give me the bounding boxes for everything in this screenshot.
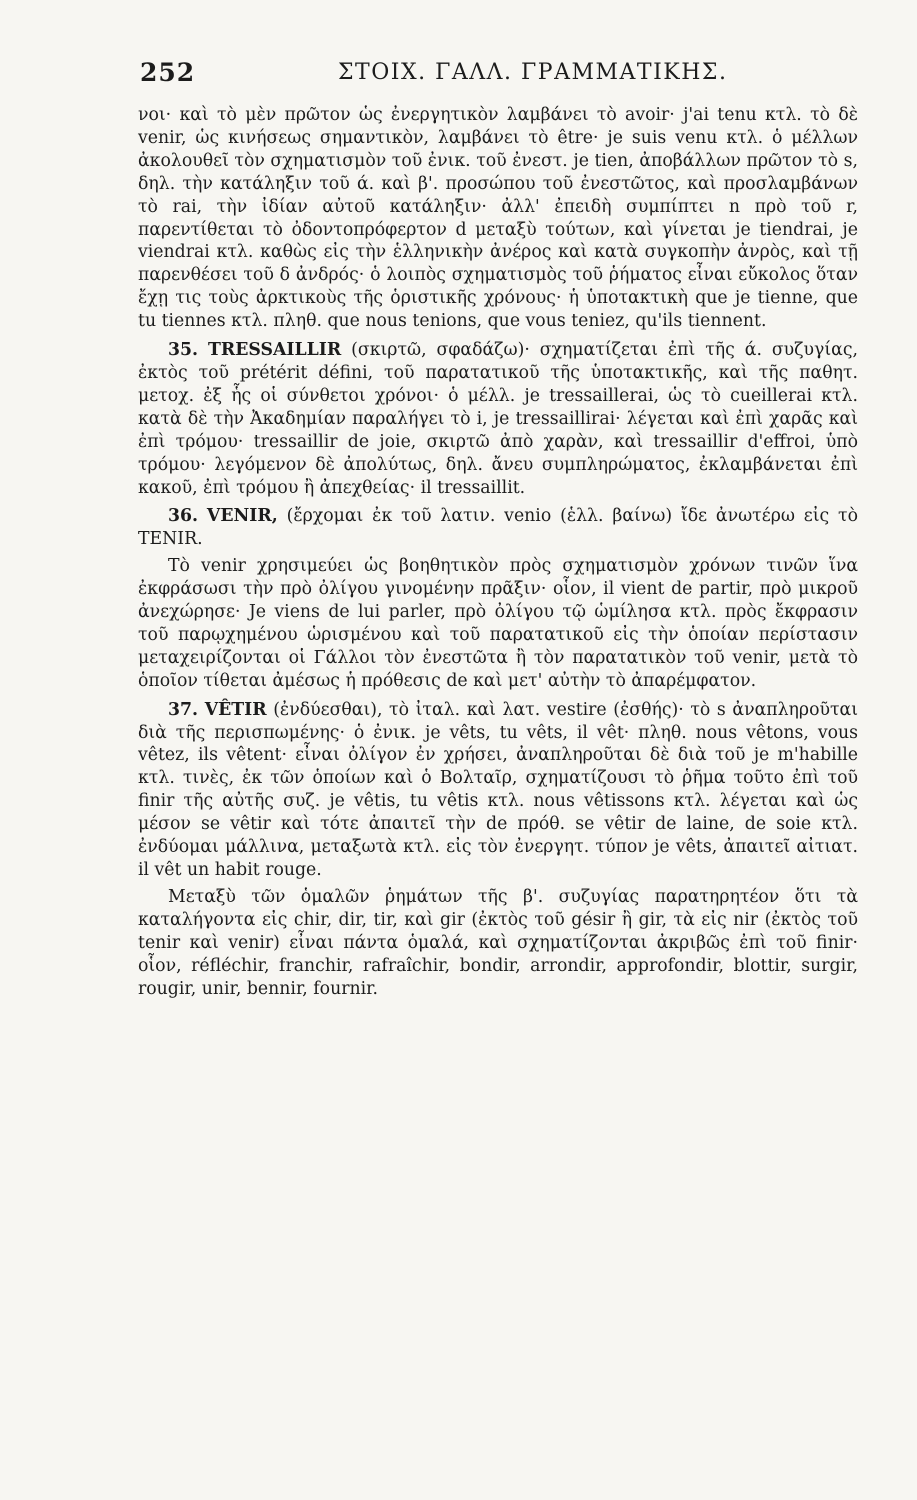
section-36-text: (ἔρχομαι ἐκ τοῦ λατιν. venio (ἑλλ. βαίνω) ἴδε ἀνωτέρω εἰς τὸ TENIR. <box>138 506 858 550</box>
section-37 <box>138 699 858 882</box>
section-37-text: (ἐνδύεσθαι), τὸ ἰταλ. καὶ λατ. vestire (ἐσθής)· τὸ s ἀναπληροῦται διὰ τῆς περισπωμένης· ὁ ἐνικ. je vêts, tu vêts, il vêt· πληθ. nous vêtons, vous vêtez, ils vêtent· εἶναι ὀλίγον ἐν χρήσει, ἀναπληροῦται δὲ διὰ τοῦ je m'habille κτλ. τινὲς, ἐκ τῶν ὁποίων καὶ ὁ Βολταῖρ, σχηματίζουσι τὸ ῥῆμα τοῦτο ἐπὶ τοῦ finir τῆς αὐτῆς συζ. je vêtis, tu vêtis κτλ. nous vêtissons κτλ. λέγεται καὶ ὡς μέσον se vêtir καὶ τότε ἀπαιτεῖ τὴν de πρόθ. se vêtir de laine, de soie κτλ. ἐνδύομαι μάλλινα, μεταξωτὰ κτλ. εἰς τὸν ἐνεργητ. τύπον je vêts, ἀπαιτεῖ αἰτιατ. il vêt un habit rouge. <box>138 699 858 880</box>
page-number: 252 <box>140 58 196 87</box>
section-35 <box>138 339 858 499</box>
section-35-text: (σκιρτῶ, σφαδάζω)· σχηματίζεται ἐπὶ τῆς ά. συζυγίας, ἐκτὸς τοῦ prétérit défini, τοῦ παρατατικοῦ τῆς ὑποτακτικῆς, καὶ τῆς παθητ. μετοχ. ἐξ ἧς οἱ σύνθετοι χρόνοι· ὁ μέλλ. je tressaillerai, ὡς τὸ cueillerai κτλ. κατὰ δὲ τὴν Ἀκαδημίαν παραλήγει τὸ i, je tressaillirai· λέγεται καὶ ἐπὶ χαρᾶς καὶ ἐπὶ τρόμου· tressaillir de joie, σκιρτῶ ἀπὸ χαρὰν, καὶ tressaillir d'effroi, ὑπὸ τρόμου· λεγόμενον δὲ ἀπολύτως, δηλ. ἄνευ συμπληρώματος, ἐκλαμβάνεται ἐπὶ κακοῦ, ἐπὶ τρόμου ἢ ἀπεχθείας· il tressaillit. <box>138 340 858 498</box>
intro-paragraph: νοι· καὶ τὸ μὲν πρῶτον ὡς ἐνεργητικὸν λαμβάνει τὸ avoir· j'ai tenu κτλ. τὸ δὲ venir, ὡς κινήσεως σημαντικὸν, λαμβάνει τὸ être· je suis venu κτλ. ὁ μέλλων ἀκολουθεῖ τὸν σχηματισμὸν τοῦ ἐνικ. τοῦ ἐνεστ. je tien, ἀποβάλλων πρῶτον τὸ s, δηλ. τὴν κατάληξιν τοῦ ά. καὶ β'. προσώπου τοῦ ἐνεστῶτος, καὶ προσλαμβάνων τὸ rai, τὴν ἰδίαν αὐτοῦ κατάληξιν· ἀλλ' ἐπειδὴ συμπίπτει n πρὸ τοῦ r, παρεντίθεται τὸ ὀδοντοπρόφερτον d μεταξὺ τούτων, καὶ γίνεται je tiendrai, je viendrai κτλ. καθὼς εἰς τὴν ἑλληνικὴν ἀνέρος καὶ κατὰ συγκοπὴν ἀνρὸς, καὶ τῇ παρενθέσει τοῦ δ ἀνδρός· ὁ λοιπὸς σχηματισμὸς τοῦ ῥήματος εἶναι εὔκολος ὅταν ἔχῃ τις τοὺς ἀρκτικοὺς τῆς ὁριστικῆς χρόνους· ἡ ὑποτακτικὴ que je tienne, que tu tiennes κτλ. πληθ. que nous tenions, que vous teniez, qu'ils tiennent. <box>138 105 858 332</box>
running-title: ΣΤΟΙΧ. ΓΑΛΛ. ΓΡΑΜΜΑΤΙΚΗΣ. <box>338 60 728 85</box>
section-36 <box>138 505 858 551</box>
section-37-headword: VÊTIR <box>204 699 267 720</box>
body-text <box>138 104 858 1000</box>
section-35-number: 35. <box>168 340 199 361</box>
section-36-headword: VENIR, <box>206 506 278 527</box>
section-36-number: 36. <box>168 506 199 527</box>
section-35-headword: TRESSAILLIR <box>208 340 342 361</box>
venir-paragraph: Τὸ venir χρησιμεύει ὡς βοηθητικὸν πρὸς σχηματισμὸν χρόνων τινῶν ἵνα ἐκφράσωσι τὴν πρὸ ὀλίγου γινομένην πρᾶξιν· οἷον, il vient de partir, πρὸ μικροῦ ἀνεχώρησε· Je viens de lui parler, πρὸ ὀλίγου τῷ ὡμίλησα κτλ. πρὸς ἔκφρασιν τοῦ παρῳχημένου ὡρισμένου καὶ τοῦ παρατατικοῦ εἰς τὴν ὁποίαν περίστασιν μεταχειρίζονται οἱ Γάλλοι τὸν ἐνεστῶτα ἢ τὸν παρατατικὸν τοῦ venir, μετὰ τὸ ὁποῖον τίθεται ἀμέσως ἡ πρόθεσις de καὶ μετ' αὐτὴν τὸ ἀπαρέμφατον. <box>138 556 858 691</box>
section-37-number: 37. <box>168 699 199 720</box>
closing-paragraph: Μεταξὺ τῶν ὁμαλῶν ῥημάτων τῆς β'. συζυγίας παρατηρητέον ὅτι τὰ καταλήγοντα εἰς chir, dir, tir, καὶ gir (ἐκτὸς τοῦ gésir ἢ gir, τὰ εἰς nir (ἐκτὸς τοῦ tenir καὶ venir) εἶναι πάντα ὁμαλά, καὶ σχηματίζονται ἀκριβῶς ἐπὶ τοῦ finir· οἷον, réfléchir, franchir, rafraîchir, bondir, arrondir, approfondir, blottir, surgir, rougir, unir, bennir, fournir. <box>138 886 858 999</box>
page-header <box>140 58 860 98</box>
